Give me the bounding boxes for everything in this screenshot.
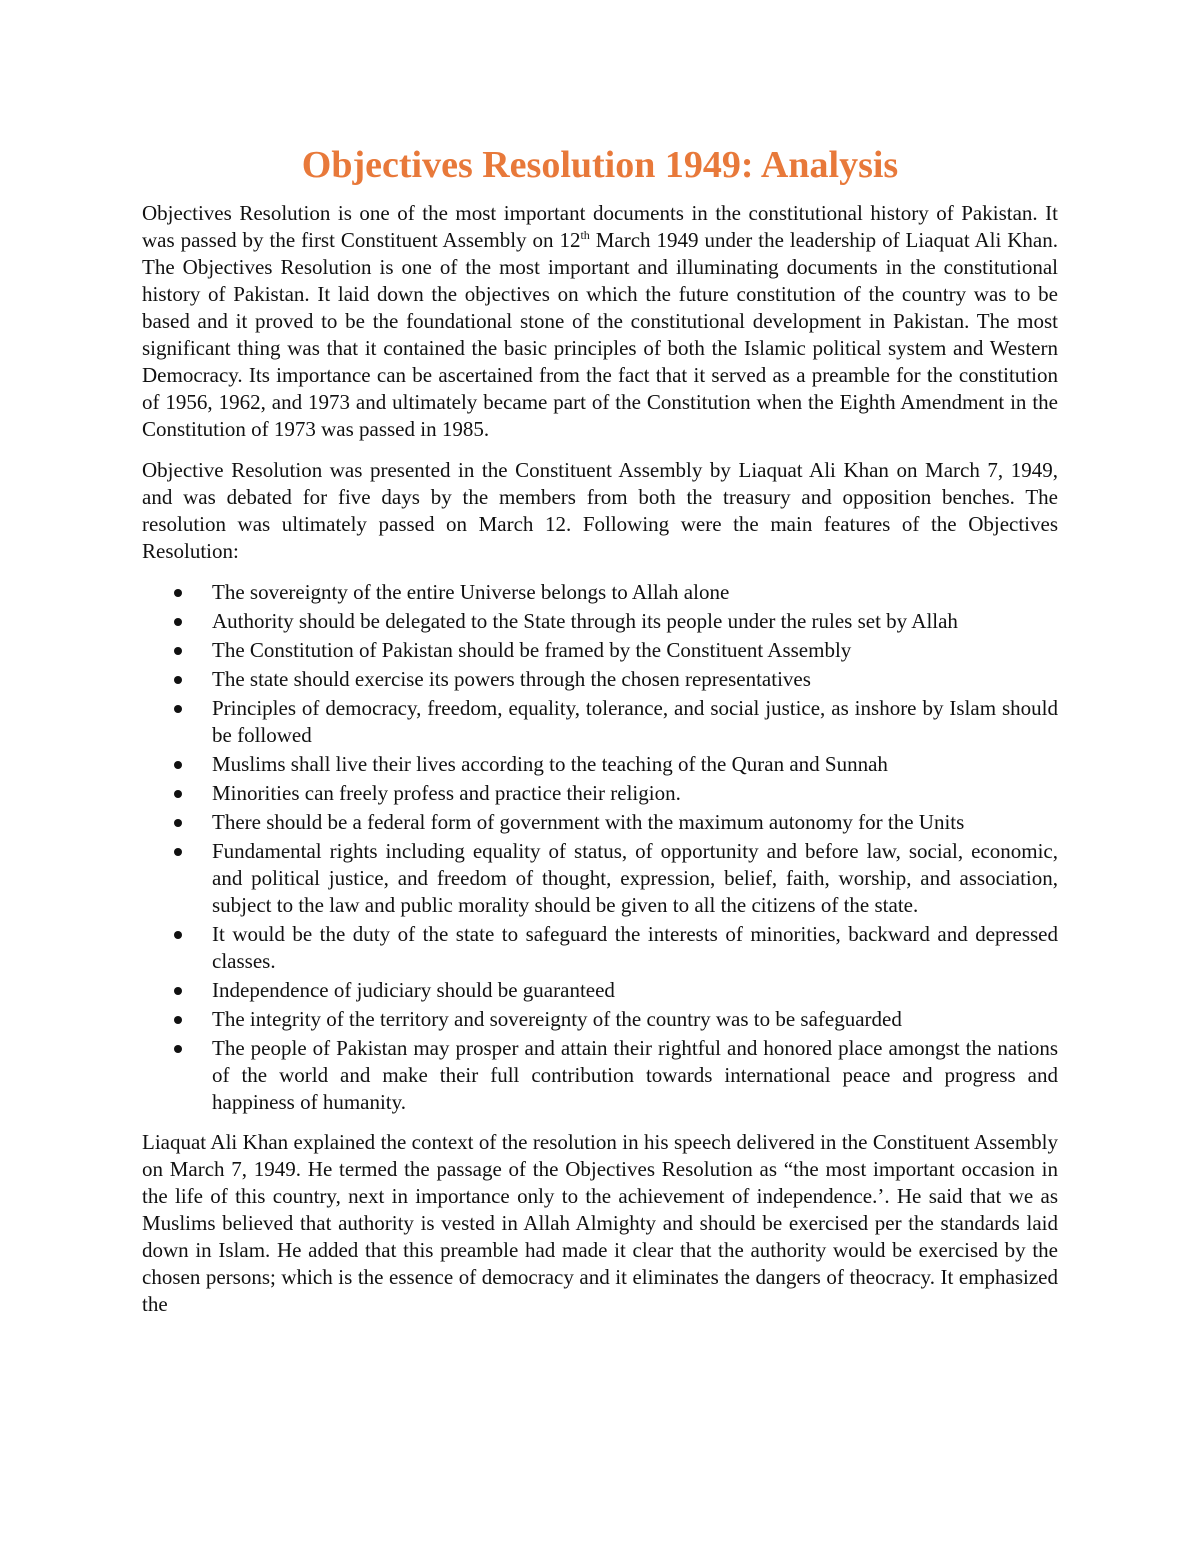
list-item-text: Fundamental rights including equality of status, of opportunity and before law, social, economic, and political justice, and freedom of thought, expression, belief, faith, worship, and association, subject to the law and public morality should be given to all the citizens of the state.	[212, 839, 1058, 917]
list-item	[142, 579, 1058, 606]
list-item-text: There should be a federal form of government with the maximum autonomy for the Units	[212, 810, 965, 834]
bullet-icon	[174, 705, 182, 713]
list-item-text: Minorities can freely profess and practice their religion.	[212, 781, 681, 805]
bullet-icon	[174, 647, 182, 655]
list-item-text: It would be the duty of the state to safeguard the interests of minorities, backward and depressed classes.	[212, 922, 1058, 973]
list-item	[142, 780, 1058, 807]
bullet-icon	[174, 931, 182, 939]
bullet-icon	[174, 589, 182, 597]
list-item	[142, 751, 1058, 778]
bullet-icon	[174, 676, 182, 684]
ordinal-suffix: th	[580, 228, 590, 242]
bullet-icon	[174, 1045, 182, 1053]
list-item	[142, 838, 1058, 919]
list-item	[142, 637, 1058, 664]
bullet-icon	[174, 761, 182, 769]
presentation-paragraph: Objective Resolution was presented in the Constituent Assembly by Liaquat Ali Khan on March 7, 1949, and was debated for five days by the members from both the treasury and opposition benches. The resolution was ultimately passed on March 12. Following were the main features of the Objectives Resolution:	[142, 458, 1058, 563]
list-item	[142, 666, 1058, 693]
bullet-icon	[174, 987, 182, 995]
list-item	[142, 1006, 1058, 1033]
list-item	[142, 921, 1058, 975]
intro-text-start: Objectives Resolution is one of the most important documents in the constitutional history of Pakistan. It was passed by the first Constituent Assembly on 12	[142, 201, 1058, 252]
list-item	[142, 1035, 1058, 1116]
document-page	[142, 140, 1058, 1318]
features-list	[142, 579, 1058, 1116]
bullet-icon	[174, 819, 182, 827]
list-item-text: Independence of judiciary should be guaranteed	[212, 978, 615, 1002]
list-item-text: The people of Pakistan may prosper and attain their rightful and honored place amongst the nations of the world and make their full contribution towards international peace and progress and happiness of humanity.	[212, 1036, 1058, 1114]
bullet-icon	[174, 618, 182, 626]
document-title: Objectives Resolution 1949: Analysis	[301, 144, 899, 186]
intro-paragraph	[142, 200, 1058, 443]
bullet-icon	[174, 1016, 182, 1024]
list-item-text: Authority should be delegated to the State through its people under the rules set by Allah	[212, 609, 958, 633]
list-item	[142, 695, 1058, 749]
list-item-text: The Constitution of Pakistan should be framed by the Constituent Assembly	[212, 638, 852, 662]
list-item	[142, 809, 1058, 836]
speech-paragraph: Liaquat Ali Khan explained the context of the resolution in his speech delivered in the Constituent Assembly on March 7, 1949. He termed the passage of the Objectives Resolution as “the most important occasion in the life of this country, next in importance only to the achievement of independence.’. He said that we as Muslims believed that authority is vested in Allah Almighty and should be exercised per the standards laid down in Islam. He added that this preamble had made it clear that the authority would be exercised by the chosen persons; which is the essence of democracy and it eliminates the dangers of theocracy. It emphasized the	[142, 1130, 1058, 1316]
bullet-icon	[174, 790, 182, 798]
list-item-text: Principles of democracy, freedom, equality, tolerance, and social justice, as inshore by Islam should be followed	[212, 696, 1058, 747]
list-item-text: The state should exercise its powers through the chosen representatives	[212, 667, 811, 691]
list-item	[142, 977, 1058, 1004]
bullet-icon	[174, 848, 182, 856]
list-item-text: The integrity of the territory and sovereignty of the country was to be safeguarded	[212, 1007, 902, 1031]
list-item-text: The sovereignty of the entire Universe belongs to Allah alone	[212, 580, 730, 604]
list-item	[142, 608, 1058, 635]
intro-text-end: March 1949 under the leadership of Liaquat Ali Khan. The Objectives Resolution is one of the most important and illuminating documents in the constitutional history of Pakistan. It laid down the objectives on which the future constitution of the country was to be based and it proved to be the foundational stone of the constitutional development in Pakistan. The most significant thing was that it contained the basic principles of both the Islamic political system and Western Democracy. Its importance can be ascertained from the fact that it served as a preamble for the constitution of 1956, 1962, and 1973 and ultimately became part of the Constitution when the Eighth Amendment in the Constitution of 1973 was passed in 1985.	[142, 228, 1058, 441]
list-item-text: Muslims shall live their lives according to the teaching of the Quran and Sunnah	[212, 752, 888, 776]
